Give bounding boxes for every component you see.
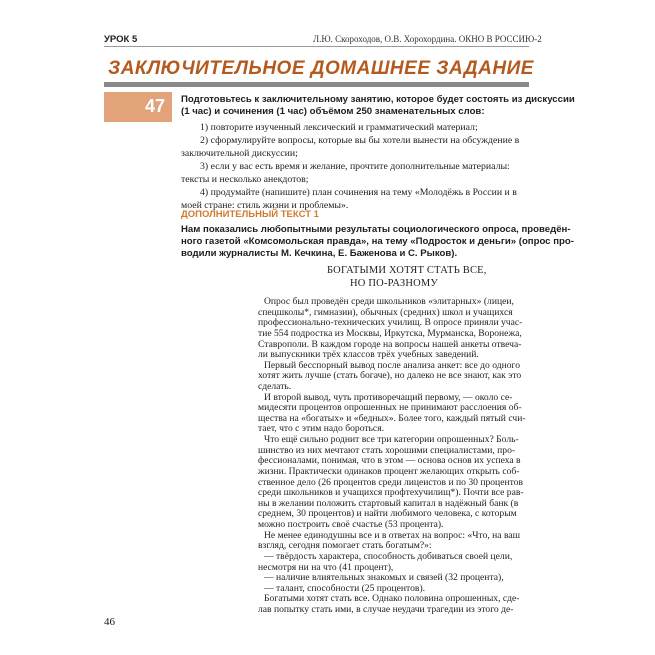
article-line: лав попытку стать ими, в случае неудачи трагедии из этого де- <box>258 604 514 615</box>
article-line: ли выпускники трёх классов трёх учебных заведений. <box>258 349 479 361</box>
article-line: шинство из них мечтают стать хорошими специалистами, про- <box>258 444 516 456</box>
lesson-label: УРОК 5 <box>104 34 138 45</box>
article-line: Что ещё сильно роднит все три категории опрошенных? Боль- <box>264 434 519 446</box>
task-intro-line: (1 час) и сочинения (1 час) объёмом 250 знаменательных слов: <box>181 106 485 117</box>
article-line: взгляд, сегодня помогает стать богатым?»: <box>258 540 432 552</box>
article-line: Ставрополи. В каждом городе на вопросы нашей анкеты отвеча- <box>258 338 522 350</box>
header-divider <box>104 46 529 47</box>
article-line: фессионалами, понимая, что в этом — основа основ их успеха в <box>258 455 521 467</box>
article-line: Опрос был проведён среди школьников «элитарных» (лицеи, <box>264 296 514 307</box>
section-heading: ДОПОЛНИТЕЛЬНЫЙ ТЕКСТ 1 <box>181 209 319 220</box>
page-number: 46 <box>104 616 115 628</box>
article-line: хотят жить лучше (стать богаче), но далеко не все знают, как это <box>258 370 522 382</box>
running-header-authors: Л.Ю. Скороходов, О.В. Хорохордина. ОКНО В РОССИЮ-2 <box>313 34 542 44</box>
extra-intro-line: Нам показались любопытными результаты социологического опроса, проведён- <box>181 224 571 235</box>
page-title: ЗАКЛЮЧИТЕЛЬНОЕ ДОМАШНЕЕ ЗАДАНИЕ <box>108 58 534 79</box>
article-line: — талант, способности (25 процентов). <box>264 582 426 594</box>
extra-intro-line: ного газетой «Комсомольская правда», на тему «Подросток и деньги» (опрос про- <box>181 236 574 247</box>
article-line: несмотря ни на что (41 процент), <box>258 561 394 573</box>
task-item: 3) если у вас есть время и желание, прочтите дополнительные материалы: <box>200 161 510 172</box>
article-line: можно построить своё счастье (53 процента). <box>258 519 444 530</box>
task-intro-line: Подготовьтесь к заключительному занятию, которое будет состоять из дискуссии <box>181 94 575 105</box>
article-line: среди школьников и учащихся профтехучилищ*). Почти все рав- <box>258 487 524 499</box>
article-line: ственное дело (26 процентов среди лицеистов и по 30 процентов <box>258 476 523 488</box>
task-item: 2) сформулируйте вопросы, которые вы бы хотели вынести на обсуждение в <box>200 135 520 146</box>
task-number: 47 <box>145 96 166 116</box>
article-line: жизни. Практически одинаков процент желающих открыть соб- <box>258 465 520 477</box>
article-line: профессионально-технических училищ. В опросе приняли учас- <box>258 317 523 329</box>
article-line: — наличие влиятельных знакомых и связей (32 процента), <box>264 572 504 584</box>
task-item: 4) продумайте (напишите) план сочинения на тему «Молодёжь в России и в <box>200 187 517 198</box>
task-item: 1) повторите изученный лексический и грамматический материал; <box>200 122 478 133</box>
article-title-line: БОГАТЫМИ ХОТЯТ СТАТЬ ВСЕ, <box>327 265 487 276</box>
title-underline-bar <box>104 82 529 87</box>
article-line: тие 554 подростка из Москвы, Иркутска, Мурманска, Воронежа, <box>258 327 522 339</box>
article-line: Первый бесспорный вывод после анализа анкет: все до одного <box>264 359 521 371</box>
article-line: Богатыми хотят стать все. Однако половина опрошенных, сде- <box>264 593 520 605</box>
task-item: заключительной дискуссии; <box>181 148 298 159</box>
article-line: И второй вывод, чуть противоречащий первому, — около се- <box>264 391 513 403</box>
task-item: тексты и несколько анекдотов; <box>181 174 309 185</box>
article-line: Не менее единодушны все и в ответах на вопрос: «Что, на ваш <box>264 529 521 541</box>
article-line: спецшколы*, гимназии), обычных (средних) школ и учащихся <box>258 306 513 318</box>
article-line: тает, что с этим надо бороться. <box>258 423 385 435</box>
task-item: моей стране: стиль жизни и проблемы». <box>181 200 349 211</box>
article-title-line: НО ПО-РАЗНОМУ <box>350 278 439 289</box>
extra-intro-line: водили журналисты М. Кечкина, Е. Баженова и С. Рыков). <box>181 248 458 259</box>
article-line: среднем, 30 процентов) и найти любимого человека, с которым <box>258 508 517 520</box>
article-line: — твёрдость характера, способность добиваться своей цели, <box>264 550 513 562</box>
article-line: сделать. <box>258 381 292 392</box>
article-line: мидесяти процентов опрошенных не принимают расслоения об- <box>258 402 522 414</box>
article-line: ны в желании положить стартовый капитал в надёжный банк (в <box>258 497 519 509</box>
article-line: щества на «богатых» и «бедных». Более того, каждый пятый счи- <box>258 412 526 424</box>
